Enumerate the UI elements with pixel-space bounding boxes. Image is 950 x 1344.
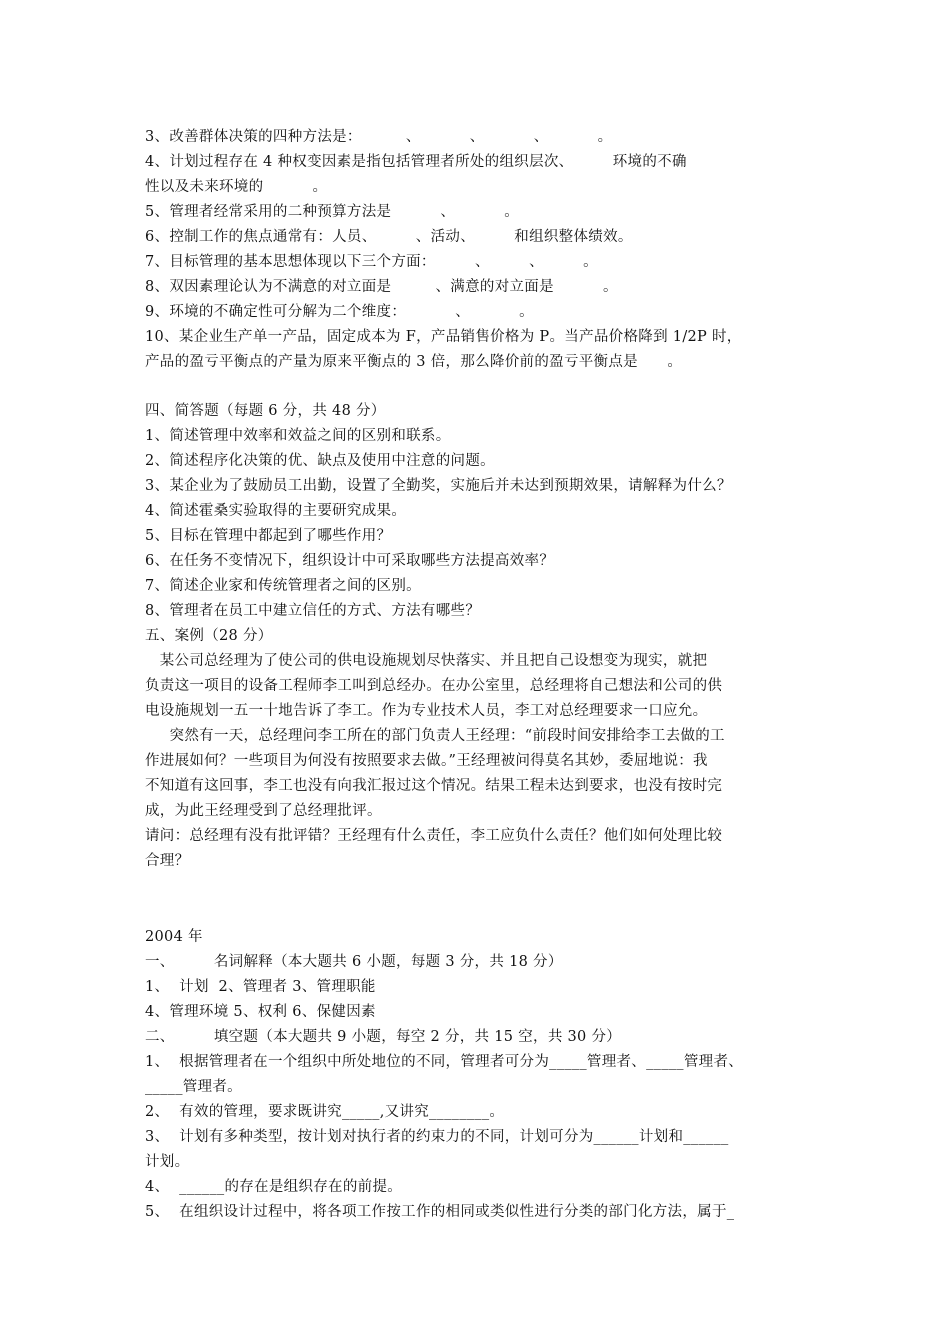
text-line: 负责这一项目的设备工程师李工叫到总经办。在办公室里，总经理将自己想法和公司的供 <box>145 678 723 694</box>
text-line: _____管理者。 <box>145 1079 242 1095</box>
text-line: 合理？ <box>145 853 190 869</box>
text-line: 计划。 <box>145 1154 190 1170</box>
text-line: 6、在任务不变情况下，组织设计中可采取哪些方法提高效率？ <box>145 553 555 569</box>
text-line: 7、简述企业家和传统管理者之间的区别。 <box>145 578 421 594</box>
text-line: 1、简述管理中效率和效益之间的区别和联系。 <box>145 428 451 444</box>
text-line: 电设施规划一五一十地告诉了李工。作为专业技术人员，李工对总经理要求一口应允。 <box>145 703 708 719</box>
text-line: 3、改善群体决策的四种方法是： 、 、 、 。 <box>145 129 613 145</box>
text-line: 成，为此王经理受到了总经理批评。 <box>145 803 382 819</box>
section-heading: 一、 名词解释（本大题共 6 小题，每题 3 分，共 18 分） <box>145 954 563 970</box>
text-line: 1、 计划 2、管理者 3、管理职能 <box>145 979 376 995</box>
text-line: 1、 根据管理者在一个组织中所处地位的不同，管理者可分为_____管理者、_____管理者、 <box>145 1054 744 1070</box>
section-heading: 五、案例（28 分） <box>145 628 273 644</box>
text-line: 2、简述程序化决策的优、缺点及使用中注意的问题。 <box>145 453 495 469</box>
text-line: 8、双因素理论认为不满意的对立面是 、满意的对立面是 。 <box>145 279 618 295</box>
text-line: 4、 ______的存在是组织存在的前提。 <box>145 1179 403 1195</box>
text-line: 7、目标管理的基本思想体现以下三个方面： 、 、 。 <box>145 254 598 270</box>
text-line: 产品的盈亏平衡点的产量为原来平衡点的 3 倍，那么降价前的盈亏平衡点是 。 <box>145 354 683 370</box>
text-line: 3、某企业为了鼓励员工出勤，设置了全勤奖，实施后并未达到预期效果，请解释为什么？ <box>145 478 732 494</box>
text-line: 4、管理环境 5、权利 6、保健因素 <box>145 1004 376 1020</box>
text-line: 5、目标在管理中都起到了哪些作用？ <box>145 528 392 544</box>
text-line: 突然有一天，总经理问李工所在的部门负责人王经理：“前段时间安排给李工去做的工 <box>145 728 725 744</box>
text-line: 6、控制工作的焦点通常有：人员、 、活动、 和组织整体绩效。 <box>145 229 633 245</box>
text-line: 10、某企业生产单一产品，固定成本为 F，产品销售价格为 P。当产品价格降到 1/2P 时， <box>145 329 742 345</box>
text-line: 不知道有这回事，李工也没有向我汇报过这个情况。结果工程未达到要求，也没有按时完 <box>145 778 723 794</box>
text-line: 8、管理者在员工中建立信任的方式、方法有哪些？ <box>145 603 481 619</box>
text-line: 作进展如何？一些项目为何没有按照要求去做。”王经理被问得莫名其妙，委屈地说：我 <box>145 753 708 769</box>
text-line: 请问：总经理有没有批评错？王经理有什么责任，李工应负什么责任？他们如何处理比较 <box>145 828 723 844</box>
text-line: 3、 计划有多种类型，按计划对执行者的约束力的不同，计划可分为______计划和______ <box>145 1129 729 1145</box>
section-heading: 二、 填空题（本大题共 9 小题，每空 2 分，共 15 空，共 30 分） <box>145 1029 622 1045</box>
text-line: 5、 在组织设计过程中，将各项工作按工作的相同或类似性进行分类的部门化方法，属于_ <box>145 1204 735 1220</box>
section-heading: 四、简答题（每题 6 分，共 48 分） <box>145 403 386 419</box>
text-line: 性以及未来环境的 。 <box>145 179 328 195</box>
text-line: 4、计划过程存在 4 种权变因素是指包括管理者所处的组织层次、 环境的不确 <box>145 154 687 170</box>
text-line: 某公司总经理为了使公司的供电设施规划尽快落实、并且把自己设想变为现实，就把 <box>145 653 708 669</box>
year-heading: 2004 年 <box>145 929 203 945</box>
text-line: 9、环境的不确定性可分解为二个维度： 、 。 <box>145 304 534 320</box>
text-line: 5、管理者经常采用的二种预算方法是 、 。 <box>145 204 520 220</box>
text-line: 2、 有效的管理，要求既讲究_____,又讲究________。 <box>145 1104 505 1120</box>
text-line: 4、简述霍桑实验取得的主要研究成果。 <box>145 503 407 519</box>
